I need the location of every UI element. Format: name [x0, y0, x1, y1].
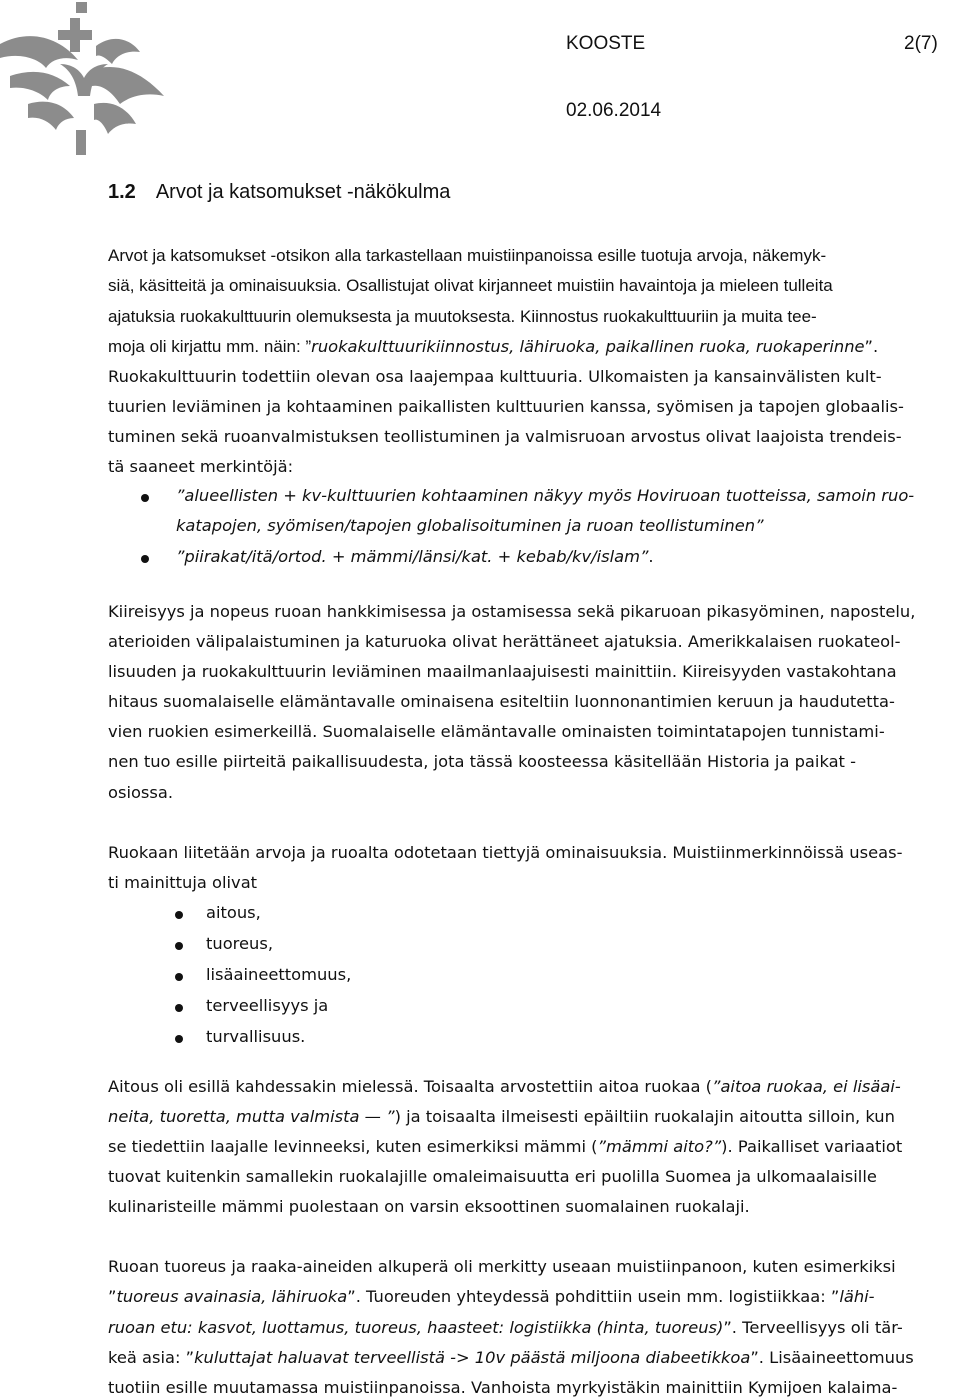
p4-line-4: tuovat kuitenkin samallekin ruokalajille omaleimaisuutta eri puolilla Suomea ja ulkomaalaisille	[108, 1167, 877, 1186]
p2-line-3: lisuuden ja ruokakulttuurin leviäminen maailmanlaajuisesti mainittiin. Kiireisyyden vastakohtana	[108, 662, 897, 681]
p5-line-3: ruoan etu: kasvot, luottamus, tuoreus, haasteet: logistiikka (hinta, tuoreus)”. Terveellisyys oli tär-	[108, 1318, 903, 1337]
p1-line-7: tuminen sekä ruoanvalmistuksen teollistuminen ja valmisruoan arvostus olivat laajoista trendeis-	[108, 427, 902, 446]
p1-line-2: siä, käsitteitä ja ominaisuuksia. Osallistujat olivat kirjanneet muistiin havaintoja ja mieleen tulleita	[108, 276, 833, 295]
list-item: terveellisyys ja	[206, 996, 329, 1015]
p4-line-1: Aitous oli esillä kahdessakin mielessä. Toisaalta arvostettiin aitoa ruokaa (”aitoa ruokaa, ei lisäai-	[108, 1077, 901, 1096]
list-item: turvallisuus.	[206, 1027, 306, 1046]
list-item: lisäaineettomuus,	[206, 965, 352, 984]
p3-line-2: ti mainittuja olivat	[108, 873, 258, 892]
p5-line-2: ”tuoreus avainasia, lähiruoka”. Tuoreuden yhteydessä pohdittiin usein mm. logistiikkaa: ”lähi-	[108, 1287, 875, 1306]
p5-line-1: Ruoan tuoreus ja raaka-aineiden alkuperä oli merkitty useaan muistiinpanoon, kuten esimerkiksi	[108, 1257, 896, 1276]
p4-line-5: kulinaristeille mämmi puolestaan on varsin eksoottinen suomalainen ruokalaji.	[108, 1197, 750, 1216]
p5-line-5: tuotiin esille muutamassa muistiinpanoissa. Vanhoista myrkyistäkin mainittiin Kymijoen kalaima-	[108, 1378, 898, 1397]
p2-line-2: aterioiden välipalaistuminen ja katuruoka olivat herättäneet ajatuksia. Amerikkalaisen ruokateol-	[108, 632, 901, 651]
p2-line-4: hitaus suomalaiselle elämäntavalle ominaisena esiteltiin luonnonantimien keruun ja haudutetta-	[108, 692, 895, 711]
section-heading	[108, 181, 450, 204]
p1-line-8: tä saaneet merkintöjä:	[108, 457, 294, 476]
p1-line-1: Arvot ja katsomukset -otsikon alla tarkastellaan muistiinpanoissa esille tuotuja arvoja, näkemyk-	[108, 246, 827, 265]
p1-quote: ruokakulttuurikiinnostus, lähiruoka, paikallinen ruoka, ruokaperinne	[311, 337, 865, 356]
bullet-1-line-1: ”alueellisten + kv-kulttuurien kohtaaminen näkyy myös Hoviruoan tuotteissa, samoin ruo-	[176, 486, 915, 505]
flame-logo-icon	[0, 0, 170, 160]
p3-line-1: Ruokaan liitetään arvoja ja ruoalta odotetaan tiettyjä ominaisuuksia. Muistiinmerkinnöissä useas-	[108, 843, 903, 862]
bullet-icon	[175, 942, 183, 950]
bullet-1-line-2: katapojen, syömisen/tapojen globalisoituminen ja ruoan teollistuminen”	[176, 516, 764, 535]
p5-line-4: keä asia: ”kuluttajat haluavat terveellistä -> 10v päästä miljoona diabeetikkoa”. Lisäaineettomuus	[108, 1348, 914, 1367]
bullet-icon	[175, 973, 183, 981]
list-item: tuoreus,	[206, 934, 273, 953]
bullet-icon	[141, 555, 149, 563]
page-number: 2(7)	[904, 33, 938, 54]
bullet-icon	[175, 1004, 183, 1012]
bullet-2: ”piirakat/itä/ortod. + mämmi/länsi/kat. + kebab/kv/islam”.	[176, 547, 654, 566]
p1-line-6: tuurien leviäminen ja kohtaaminen paikallisten kulttuurien kanssa, syömisen ja tapojen globaalis-	[108, 397, 904, 416]
list-item: aitous,	[206, 903, 261, 922]
doc-type: KOOSTE	[566, 33, 646, 54]
doc-date: 02.06.2014	[566, 100, 662, 121]
bullet-icon	[141, 494, 149, 502]
p2-line-5: vien ruokien esimerkeillä. Suomalaiselle elämäntavalle ominaisten toimintatapojen tunnistami-	[108, 722, 885, 741]
section-title: Arvot ja katsomukset -näkökulma	[155, 181, 451, 203]
p1-line-5: Ruokakulttuurin todettiin olevan osa laajempaa kulttuuria. Ulkomaisten ja kansainvälisten kult-	[108, 367, 882, 386]
bullet-icon	[175, 911, 183, 919]
bullet-icon	[175, 1035, 183, 1043]
p1-line-4a: moja oli kirjattu mm. näin: ”	[108, 337, 312, 356]
p4-line-2: neita, tuoretta, mutta valmista — ”) ja toisaalta ilmeisesti epäiltiin ruokalajin aitoutta silloin, kun	[108, 1107, 895, 1126]
section-number: 1.2	[108, 181, 136, 203]
p1-line-4c: ”.	[864, 337, 879, 356]
p2-line-7: osiossa.	[108, 783, 174, 802]
p1-line-3: ajatuksia ruokakulttuurin olemuksesta ja muutoksesta. Kiinnostus ruokakulttuuriin ja muita tee-	[108, 307, 817, 326]
p2-line-6: nen tuo esille piirteitä paikallisuudesta, jota tässä koosteessa käsitellään Historia ja paikat -	[108, 752, 856, 771]
p2-line-1: Kiireisyys ja nopeus ruoan hankkimisessa ja ostamisessa sekä pikaruoan pikasyöminen, napostelu,	[108, 602, 916, 621]
p4-line-3: se tiedettiin laajalle levinneeksi, kuten esimerkiksi mämmi (”mämmi aito?”). Paikalliset variaatiot	[108, 1137, 903, 1156]
p1-line-4	[108, 337, 878, 357]
